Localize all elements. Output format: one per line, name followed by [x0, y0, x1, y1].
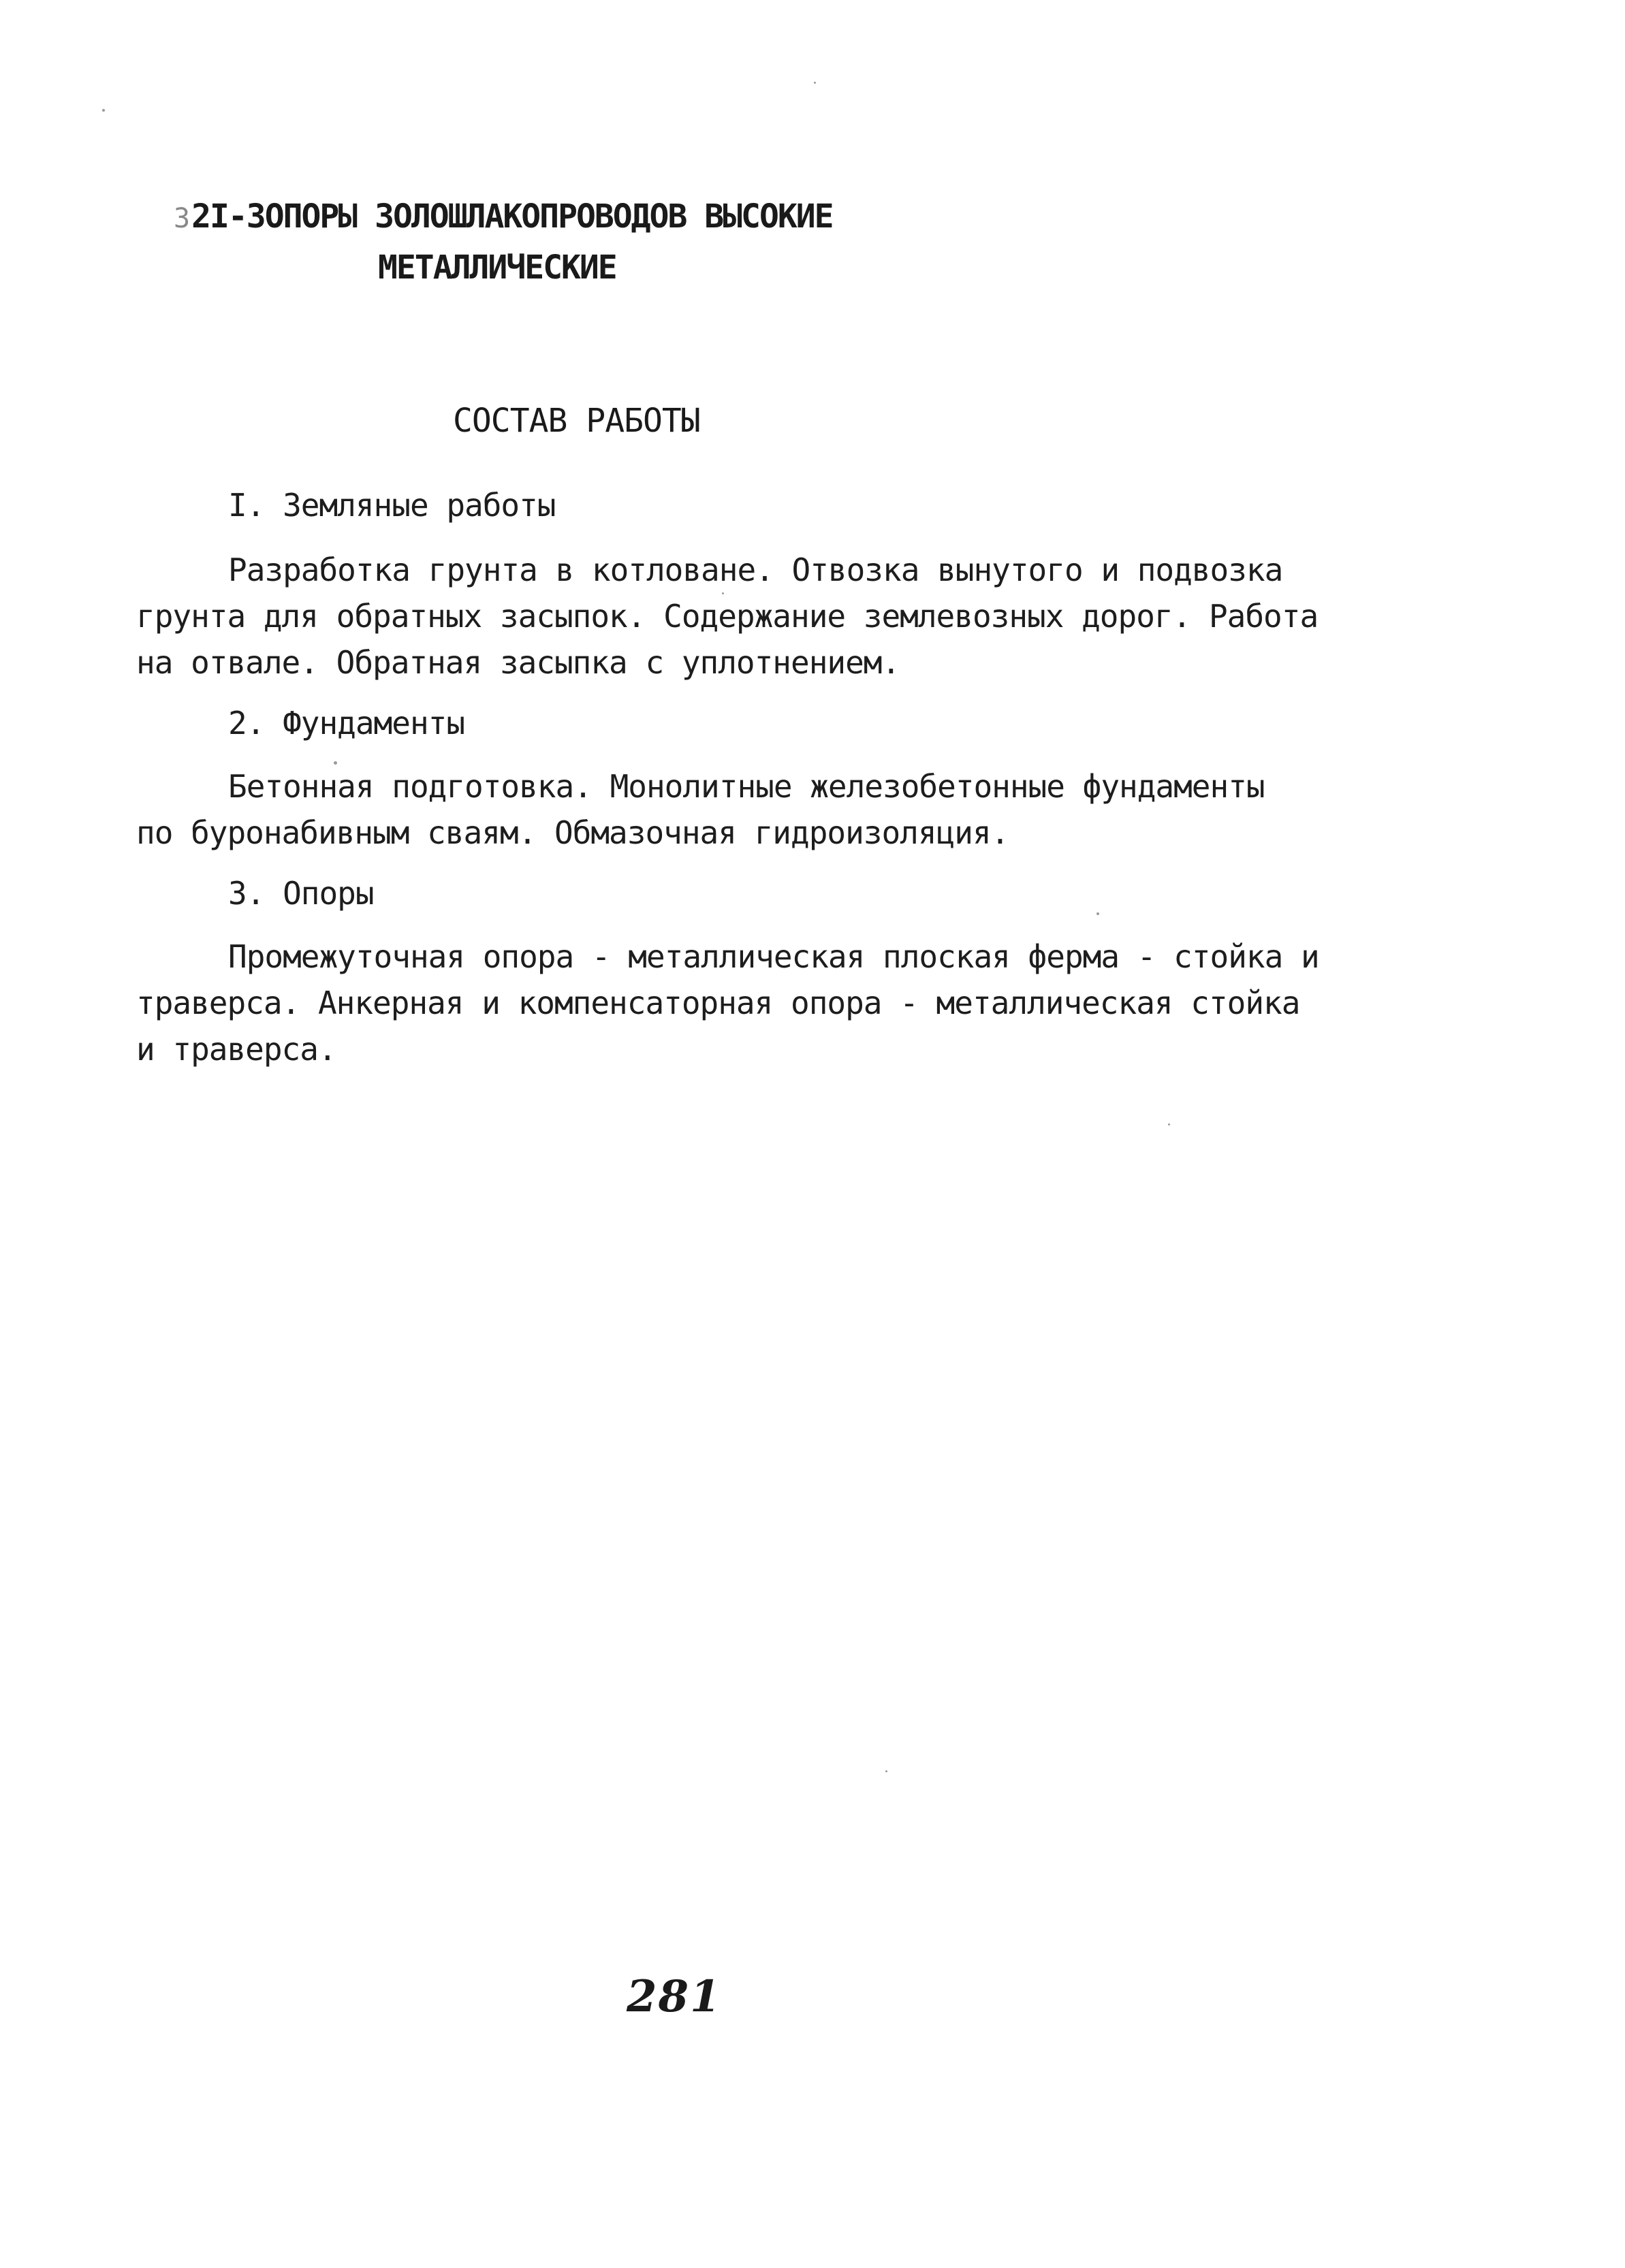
section-3-line-3: и траверса.: [136, 1031, 336, 1068]
section-1-line-1: Разработка грунта в котловане. Отвозка вынутого и подвозка: [228, 552, 1283, 588]
section-3-line-2: траверса. Анкерная и компенсаторная опора - металлическая стойка: [136, 985, 1300, 1021]
section-3-title: 3. Опоры: [228, 875, 374, 912]
scan-speck: [885, 1770, 887, 1772]
scan-speck: [334, 761, 337, 765]
title-number: 2I-3: [191, 197, 265, 236]
document-title-line-2: МЕТАЛЛИЧЕСКИЕ: [378, 249, 616, 287]
section-1-title: I. Земляные работы: [228, 487, 556, 524]
section-3-line-1: Промежуточная опора - металлическая плоская ферма - стойка и: [228, 938, 1319, 975]
page-number: 281: [627, 1971, 722, 2022]
section-2-line-1: Бетонная подготовка. Монолитные железобетонные фундаменты: [228, 768, 1265, 805]
scan-speck: [102, 109, 105, 112]
section-1-line-3: на отвале. Обратная засыпка с уплотнением.: [136, 644, 900, 681]
title-text: ОПОРЫ ЗОЛОШЛАКОПРОВОДОВ ВЫСОКИЕ: [264, 197, 833, 236]
scan-speck: [814, 82, 816, 84]
scan-speck: [1097, 912, 1099, 915]
scan-speck: [722, 592, 724, 594]
section-2-title: 2. Фундаменты: [228, 705, 465, 741]
section-heading: СОСТАВ РАБОТЫ: [453, 402, 700, 440]
scan-speck: [1168, 1123, 1170, 1125]
section-1-line-2: грунта для обратных засыпок. Содержание землевозных дорог. Работа: [136, 598, 1319, 635]
section-2-line-2: по буронабивным сваям. Обмазочная гидроизоляция.: [136, 814, 1009, 851]
document-title-line-1: [174, 197, 833, 236]
title-mark: 3: [174, 203, 189, 234]
